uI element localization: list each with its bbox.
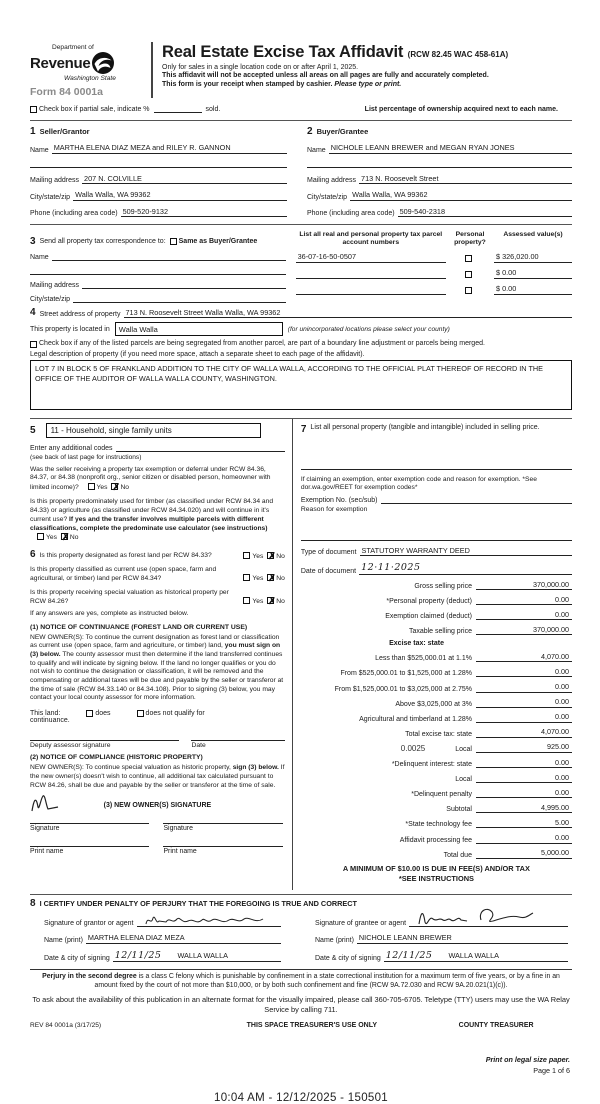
money-field[interactable]: 0.00 <box>476 667 572 678</box>
seller-city-field[interactable]: Walla Walla, WA 99362 <box>73 190 287 201</box>
sold-label: sold. <box>205 106 221 113</box>
money-field[interactable]: 0.00 <box>476 773 572 784</box>
owner-print-name-field-1[interactable]: Print name <box>30 846 149 855</box>
owner-signature-field-1[interactable]: Signature <box>30 823 149 832</box>
type-or-print-note: Please type or print. <box>334 80 402 88</box>
additional-codes-label: Enter any additional codes <box>30 444 113 452</box>
money-field[interactable]: 5,000.00 <box>476 848 572 859</box>
money-row <box>301 818 572 829</box>
money-field[interactable]: 5.00 <box>476 818 572 829</box>
grantor-signature-block <box>30 909 301 962</box>
perjury-bold-text: Perjury in the second degree <box>42 973 137 981</box>
parcel-row <box>296 268 572 279</box>
same-as-buyer-label: Same as Buyer/Grantee <box>178 238 258 245</box>
money-label: *Delinquent interest: state <box>391 761 472 769</box>
money-label: Affidavit processing fee <box>399 836 472 844</box>
yes-checkbox[interactable] <box>37 533 44 540</box>
date-of-document-field[interactable]: 12·11·2025 <box>359 562 572 575</box>
money-row <box>301 667 572 678</box>
money-field[interactable]: 0.00 <box>476 610 572 621</box>
money-label: *State technology fee <box>405 821 472 829</box>
money-label: Above $3,025,000 at 3% <box>395 700 472 708</box>
seller-title: Seller/Grantor <box>39 127 90 136</box>
deputy-assessor-row <box>30 740 285 749</box>
correspondence-name-field[interactable] <box>52 253 286 261</box>
money-field[interactable]: 4,070.00 <box>476 652 572 663</box>
money-row <box>301 682 572 693</box>
question-text: Is this property receiving special valuation as historical property per RCW 84.26? <box>30 589 229 605</box>
yes-label: Yes <box>96 484 108 492</box>
money-row <box>301 625 572 636</box>
section-1-number: 1 <box>30 126 36 137</box>
money-row <box>301 697 572 708</box>
perjury-text: is a class C felony which is punishable by confinement in a state correctional institution for a maximum term of five years, or by a fine in an amount fixed by the court of not more than $10,000, or by both such confinement and fine (RCW 9A.72.030 and RCW 9A.20.021(1)(c)). <box>94 973 560 990</box>
deputy-assessor-signature-field[interactable]: Deputy assessor signature <box>30 740 179 749</box>
money-row <box>301 758 572 769</box>
phone-label: Phone (including area code) <box>307 210 395 217</box>
city-label: City/state/zip <box>30 296 71 303</box>
notice-continuance-body <box>30 634 285 704</box>
assessed-value-field[interactable]: $ 0.00 <box>494 268 572 279</box>
partial-sale-row <box>30 106 572 113</box>
name-print-label: Name (print) <box>315 936 354 944</box>
money-label: Gross selling price <box>414 583 472 590</box>
land-use-code-field[interactable]: 11 - Household, single family units <box>46 423 261 438</box>
header-note-1: Only for sales in a single location code on or after April 1, 2025. <box>162 63 359 71</box>
property-section <box>30 307 572 410</box>
assessed-value-field[interactable]: $ 326,020.00 <box>494 252 572 263</box>
form-header <box>30 42 572 98</box>
money-label: Less than $525,000.01 at 1.1% <box>375 655 472 663</box>
seller-name-field-2[interactable] <box>30 160 287 168</box>
does-checkbox[interactable] <box>86 710 93 717</box>
tax-calculation-column <box>293 419 572 891</box>
money-label: *Delinquent penalty <box>411 791 472 799</box>
assessed-values-header: Assessed value(s) <box>503 231 563 238</box>
type-of-document-field[interactable]: STATUTORY WARRANTY DEED <box>360 546 572 557</box>
notice-text: If the new owner(s) doesn't wish to continue, all additional tax calculated pursuant to RCW 84.26, shall be due and payable by the seller or transferor at the time of sale. <box>30 764 285 789</box>
print-note-block <box>30 1055 572 1077</box>
land-use-column <box>30 419 293 891</box>
money-row <box>301 803 572 814</box>
money-field[interactable]: 0.00 <box>476 712 572 723</box>
money-label: *Personal property (deduct) <box>386 598 472 606</box>
treasurer-use-label: THIS SPACE TREASURER'S USE ONLY <box>246 1021 378 1029</box>
money-field[interactable]: 0.00 <box>476 833 572 844</box>
money-field[interactable]: 925.00 <box>476 742 572 753</box>
money-field[interactable]: 370,000.00 <box>476 625 572 636</box>
money-row <box>301 833 572 844</box>
notice-text-bold: you must sign on (3) below. <box>30 642 281 658</box>
legal-description-field[interactable]: LOT 7 IN BLOCK 5 OF FRANKLAND ADDITION TO THE CITY OF WALLA WALLA, ACCORDING TO THE OFFICIAL PLAT THEREOF OF RECORD IN THE OFFICE OF THE AUDITOR OF WALLA WALLA COUNTY, WASHINGTON. <box>30 360 572 410</box>
yes-checkbox[interactable] <box>243 597 250 604</box>
city-label: City/state/zip <box>30 193 71 201</box>
same-as-buyer-checkbox[interactable] <box>170 238 177 245</box>
notice-text: The county assessor must then determine if the land transferred continues to qualify and will indicate by signing below. If the land no longer qualifies or you do not wish to continue the designation or classification, it will be removed and the compensating or additional taxes will be due and payable by the seller or transferor at the time of sale (RCW 84.33.140 or 84.34.108). Prior to signing (3) below, you may contact your local county assessor for more information. <box>30 650 284 702</box>
historical-property-question <box>30 589 285 607</box>
grantor-print-name-field[interactable]: MARTHA ELENA DIAZ MEZA <box>86 933 281 944</box>
exemption-deferral-question <box>30 466 285 494</box>
correspondence-block <box>30 231 296 303</box>
name-label: Name <box>30 146 49 154</box>
this-land-label: This land: <box>30 710 61 718</box>
owner-print-name-field-2[interactable]: Print name <box>163 846 282 855</box>
section-6-number: 6 <box>30 549 36 561</box>
parcel-table <box>296 231 572 303</box>
notice-compliance-title: (2) NOTICE OF COMPLIANCE (HISTORIC PROPERTY) <box>30 754 203 762</box>
buyer-mailing-field[interactable]: 713 N. Roosevelt Street <box>359 174 572 185</box>
see-back-note: (see back of last page for instructions) <box>30 453 142 461</box>
parcel-number-field[interactable] <box>296 286 446 295</box>
partial-sale-checkbox[interactable] <box>30 106 37 113</box>
section-4-number: 4 <box>30 307 36 318</box>
agency-name: Revenue <box>30 54 91 72</box>
yes-label: Yes <box>46 534 57 542</box>
city-label: City/state/zip <box>307 193 348 201</box>
money-row <box>301 610 572 621</box>
parcel-numbers-header: List all real and personal property tax parcel account numbers <box>299 231 443 246</box>
mailing-label: Mailing address <box>30 282 80 289</box>
money-field[interactable]: 0.00 <box>476 788 572 799</box>
rev-number: REV 84 0001a (3/17/25) <box>30 1021 102 1029</box>
grantor-signature-scribble <box>143 913 273 928</box>
grantor-date-city-field[interactable] <box>113 950 281 963</box>
notice-text: NEW OWNER(S): To continue the current designation as forest land or classification as current use (open space, farm and agriculture, or timber) land, <box>30 633 280 650</box>
yes-checkbox[interactable] <box>243 552 250 559</box>
minimum-due-note: A MINIMUM OF $10.00 IS DUE IN FEE(S) AND/OR TAX <box>342 863 530 873</box>
mailing-label: Mailing address <box>307 177 357 184</box>
money-row <box>301 712 572 723</box>
dor-swirl-logo-icon <box>91 51 115 75</box>
exemption-no-label: Exemption No. (sec/sub) <box>300 496 378 504</box>
exemption-code-note: If claiming an exemption, enter exemption code and reason for exemption. *See dor.wa.gov/REET for exemption codes* <box>300 475 537 492</box>
current-use-question <box>30 566 285 584</box>
money-field[interactable]: 0.00 <box>476 682 572 693</box>
buyer-title: Buyer/Grantee <box>316 127 369 136</box>
grantor-city-value: WALLA WALLA <box>177 950 228 960</box>
grantee-signature-block <box>301 909 572 962</box>
buyer-phone-field[interactable]: 509-540-2318 <box>398 207 572 218</box>
type-of-document-label: Type of document <box>300 549 357 557</box>
reason-for-exemption-field[interactable] <box>301 525 572 541</box>
no-checkbox-checked[interactable]: ✗ <box>268 573 276 584</box>
legal-paper-note: Print on legal size paper. <box>485 1054 570 1064</box>
parties-section <box>30 121 572 217</box>
money-label: Taxable selling price <box>408 628 472 636</box>
money-field[interactable]: 370,000.00 <box>476 580 572 591</box>
yes-checkbox[interactable] <box>88 483 95 490</box>
grantor-signature-field[interactable] <box>137 915 281 927</box>
notice-text: NEW OWNER(S): To continue special valuation as historic property, <box>30 764 233 772</box>
name-label: Name <box>30 254 49 261</box>
no-label: No <box>276 575 285 583</box>
buyer-name-field[interactable]: NICHOLE LEANN BREWER and MEGAN RYAN JONES <box>329 143 572 154</box>
no-checkbox-checked[interactable]: ✗ <box>61 532 70 543</box>
assessed-value-field[interactable]: $ 0.00 <box>494 284 572 295</box>
personal-property-checkbox[interactable] <box>465 255 472 262</box>
owner-signature-field-2[interactable]: Signature <box>163 823 282 832</box>
money-row <box>301 727 572 738</box>
does-not-label: does not qualify for <box>145 710 205 718</box>
certification-section <box>30 894 572 962</box>
no-label: No <box>120 484 130 492</box>
local-tax-row <box>301 742 572 753</box>
section-8-number: 8 <box>30 898 36 910</box>
date-of-document-label: Date of document <box>300 567 357 575</box>
money-label: Local <box>455 776 472 784</box>
street-address-field[interactable]: 713 N. Roosevelt Street Walla Walla, WA 99362 <box>124 308 573 319</box>
section-3-number: 3 <box>30 236 36 247</box>
section-divider <box>30 224 572 225</box>
form-number: Form 84 0001a <box>30 86 103 98</box>
seller-name-field[interactable]: MARTHA ELENA DIAZ MEZA and RILEY R. GANNON <box>52 143 287 154</box>
no-label: No <box>276 597 285 605</box>
excise-tax-state-header: Excise tax: state <box>389 640 444 648</box>
agency-state-label: Washington State <box>64 75 116 82</box>
county-treasurer-label: COUNTY TREASURER <box>458 1021 534 1029</box>
money-label: Local <box>455 745 472 753</box>
mailing-label: Mailing address <box>30 177 80 184</box>
agency-dept-label: Department of <box>52 44 94 51</box>
does-label: does <box>95 710 111 718</box>
money-row <box>301 848 572 859</box>
buyer-name-field-2[interactable] <box>307 160 572 168</box>
notice-continuance-title: (1) NOTICE OF CONTINUANCE (FOREST LAND OR CURRENT USE) <box>30 623 248 631</box>
street-address-label: Street address of property <box>39 311 121 318</box>
notice-text-bold: sign (3) below. <box>232 764 279 772</box>
new-owner-signature-block <box>30 802 285 855</box>
question-text-bold: If yes and the transfer involves multiple parcels with different classifications, complete the predominate use calculator (see instructions) <box>30 515 268 532</box>
grantee-signature-scribble <box>415 904 535 930</box>
grantor-signature-label: Signature of grantor or agent <box>44 920 134 928</box>
grantor-date-value: 12/11/25 <box>114 949 162 961</box>
section-7-number: 7 <box>300 423 307 435</box>
personal-property-list-field[interactable] <box>301 450 572 470</box>
no-label: No <box>276 552 285 560</box>
grantee-signature-field[interactable] <box>409 915 568 927</box>
tax-correspondence-section <box>30 231 572 303</box>
money-label: From $525,000.01 to $1,525,000 at 1.28% <box>340 670 472 678</box>
ownership-note: List percentage of ownership acquired next to each name. <box>364 106 558 113</box>
date-city-label: Date & city of signing <box>315 955 381 963</box>
personal-property-list-label: List all personal property (tangible and intangible) included in selling price. <box>310 423 540 431</box>
money-label: Total due <box>443 851 472 859</box>
question-text: Is this property designated as forest land per RCW 84.33? <box>39 552 212 560</box>
name-label: Name <box>307 146 326 154</box>
parcel-number-field[interactable]: 36-07-16-50-0507 <box>296 252 446 263</box>
question-text: Is this property classified as current use (open space, farm and agricultural, or timber) land per RCW 84.34? <box>30 566 217 583</box>
form-title-rcw: (RCW 82.45 WAC 458-61A) <box>407 50 509 59</box>
correspondence-mailing-field[interactable] <box>82 281 286 289</box>
parcel-number-field[interactable] <box>296 270 446 279</box>
question-text: Was the seller receiving a property tax exemption or deferral under RCW 84.36, 84.37, or 84.38 (nonprofit org., senior citizen or disabled person, homeowner with limited income)? <box>30 465 271 492</box>
reason-for-exemption-label: Reason for exemption <box>300 505 368 513</box>
segregated-checkbox[interactable] <box>30 341 37 348</box>
seller-mailing-field[interactable]: 207 N. COLVILLE <box>82 174 287 185</box>
personal-property-checkbox[interactable] <box>465 271 472 278</box>
certification-title: I CERTIFY UNDER PENALTY OF PERJURY THAT THE FOREGOING IS TRUE AND CORRECT <box>39 899 357 909</box>
owner-print-name-lines <box>30 846 285 855</box>
additional-codes-field[interactable] <box>116 444 285 452</box>
money-row <box>301 580 572 591</box>
money-label: Subtotal <box>446 806 472 814</box>
date-city-label: Date & city of signing <box>44 955 110 963</box>
yes-label: Yes <box>252 575 264 583</box>
deputy-date-field[interactable]: Date <box>191 740 284 749</box>
located-in-label: This property is located in <box>30 325 110 333</box>
money-row <box>301 652 572 663</box>
money-label: Exemption claimed (deduct) <box>385 613 472 621</box>
correspondence-city-field[interactable] <box>73 295 286 303</box>
scan-timestamp: 10:04 AM - 12/12/2025 - 150501 <box>214 1092 388 1104</box>
money-field[interactable]: 0.00 <box>476 697 572 708</box>
money-row <box>301 595 572 606</box>
grantee-date-city-field[interactable] <box>384 950 568 963</box>
section-2-number: 2 <box>307 126 313 137</box>
money-label: From $1,525,000.01 to $3,025,000 at 2.75% <box>334 685 472 693</box>
money-label: Agricultural and timberland at 1.28% <box>359 715 472 723</box>
no-label: No <box>69 534 79 542</box>
notice-compliance-body <box>30 764 285 790</box>
land-qualify-row <box>30 710 285 717</box>
header-divider <box>151 42 153 98</box>
receipt-note: This form is your receipt when stamped by cashier. <box>162 80 333 88</box>
new-owner-signature-scribble <box>30 792 60 814</box>
grantee-signature-label: Signature of grantee or agent <box>315 920 407 928</box>
segregated-label: Check box if any of the listed parcels are being segregated from another parcel, are part of a boundary line adjustment or parcels being merged. <box>39 340 485 347</box>
no-checkbox-checked[interactable]: ✗ <box>112 482 121 493</box>
forest-land-question <box>30 548 285 561</box>
accessibility-note: To ask about the availability of this publication in an alternate format for the visually impaired, please call 360-705-6705. Teletype (TTY) users may use the WA Relay Service by calling 711. <box>32 995 570 1014</box>
see-instructions-note: *SEE INSTRUCTIONS <box>398 873 474 883</box>
partial-percent-field[interactable] <box>154 112 202 113</box>
no-checkbox-checked[interactable]: ✗ <box>268 550 276 561</box>
new-owner-signature-title: (3) NEW OWNER(S) SIGNATURE <box>103 802 212 810</box>
correspondence-name-field-2[interactable] <box>30 267 286 275</box>
question-text: Is this property predominately used for timber (as classified under RCW 84.34 and 84.33) or agriculture (as classified under RCW 84.34.020) and will continue in it's current use? <box>30 498 274 523</box>
money-row <box>301 788 572 799</box>
page-number: Page 1 of 6 <box>533 1065 570 1075</box>
parcel-row <box>296 252 572 263</box>
classification-and-tax-section <box>30 418 572 891</box>
header-note-3 <box>162 81 572 88</box>
does-not-checkbox[interactable] <box>137 710 144 717</box>
grantee-date-value: 12/11/25 <box>385 949 433 961</box>
form-title: Real Estate Excise Tax Affidavit <box>162 43 404 61</box>
correspondence-label: Send all property tax correspondence to: <box>39 238 166 245</box>
name-print-label: Name (print) <box>44 936 83 944</box>
buyer-grantee-block <box>301 121 572 217</box>
legal-description-label: Legal description of property (if you need more space, attach a separate sheet to each page of the affidavit). <box>30 350 365 358</box>
timber-agriculture-question <box>30 498 285 543</box>
owner-signature-lines <box>30 823 285 832</box>
yes-label: Yes <box>252 597 264 605</box>
if-any-yes-note: If any answers are yes, complete as instructed below. <box>30 609 189 617</box>
seller-phone-field[interactable]: 509-520-9132 <box>121 207 287 218</box>
money-field[interactable]: 0.00 <box>476 758 572 769</box>
money-field[interactable]: 0.00 <box>476 595 572 606</box>
yes-label: Yes <box>252 552 264 560</box>
personal-property-checkbox[interactable] <box>465 287 472 294</box>
unincorporated-note: (for unincorporated locations please select your county) <box>287 325 450 333</box>
section-5-number: 5 <box>30 424 36 436</box>
money-label: Total excise tax: state <box>405 730 472 738</box>
footer-row <box>30 1022 572 1029</box>
local-rate-value: 0.0025 <box>400 743 426 753</box>
exemption-no-field[interactable] <box>381 496 572 504</box>
seller-grantor-block <box>30 121 301 217</box>
yes-checkbox[interactable] <box>243 574 250 581</box>
money-row <box>301 773 572 784</box>
money-field[interactable]: 4,070.00 <box>476 727 572 738</box>
header-note-2: This affidavit will not be accepted unless all areas on all pages are fully and accurately completed. <box>162 72 489 79</box>
grantee-print-name-field[interactable]: NICHOLE LEANN BREWER <box>357 933 568 944</box>
no-checkbox-checked[interactable]: ✗ <box>268 595 276 606</box>
grantee-city-value: WALLA WALLA <box>448 950 499 960</box>
personal-property-header: Personal property? <box>454 231 486 246</box>
phone-label: Phone (including area code) <box>30 210 118 217</box>
buyer-city-field[interactable]: Walla Walla, WA 99362 <box>350 190 572 201</box>
money-field[interactable]: 4,995.00 <box>476 803 572 814</box>
county-select[interactable]: Walla Walla <box>115 322 283 336</box>
continuance-label: continuance. <box>30 717 70 725</box>
dor-logo-block <box>30 42 142 98</box>
parcel-row <box>296 284 572 295</box>
partial-sale-label: Check box if partial sale, indicate % <box>39 106 150 113</box>
